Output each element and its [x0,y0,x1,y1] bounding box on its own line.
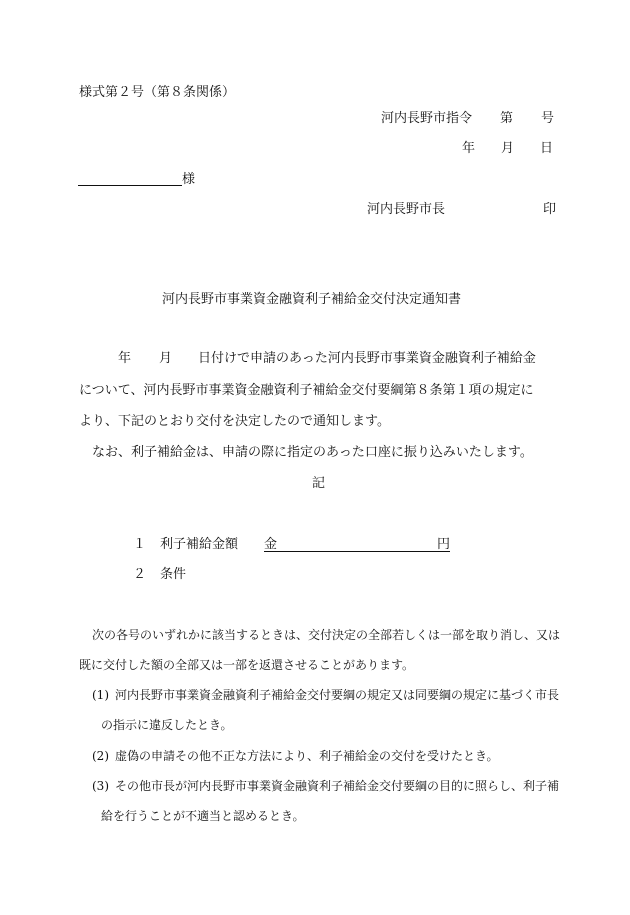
body-month: 月 [159,351,173,366]
body-line-1 [118,352,536,365]
conditions-intro-line-1: 次の各号のいずれかに該当するときは、交付決定の全部若しくは一部を取り消し、又は [92,628,561,642]
seal-mark: 印 [543,202,557,217]
body-line-2: について、河内長野市事業資金融資利子補給金交付要綱第８条第１項の規定に [79,383,534,398]
item-2-number: ２ [133,567,147,582]
condition-1-line-1: 河内長野市事業資金融資利子補給金交付要綱の規定又は同要綱の規定に基づく市長 [115,688,560,702]
conditions-intro-line-2: 既に交付した額の全部又は一部を返還させることがあります。 [79,658,415,672]
condition-3 [92,780,559,792]
item-2 [133,568,186,581]
number-go: 号 [541,111,555,126]
condition-3-line-2: 給を行うことが不適当と認めるとき。 [101,809,305,823]
body-line-4: なお、利子補給金は、申請の際に指定のあった口座に振り込みいたします。 [92,445,533,460]
form-number: 様式第２号（第８条関係） [79,85,236,100]
date-day: 日 [540,141,554,156]
condition-1-line-2: の指示に違反したとき。 [101,718,233,732]
condition-2-number: (2) [92,749,109,763]
directive-prefix: 河内長野市指令 [381,111,473,126]
condition-2 [92,750,499,762]
condition-2-line-1: 虚偽の申請その他不正な方法により、利子補給金の交付を受けたとき。 [115,749,499,763]
body-year: 年 [118,351,132,366]
item-1-label: 利子補給金額 [160,537,239,552]
condition-3-line-1: その他市長が河内長野市事業資金融資利子補給金交付要綱の目的に照らし、利子補 [115,779,560,793]
issuer-line [367,203,556,216]
issuer-name: 河内長野市長 [367,202,446,217]
amount-kin: 金 [264,537,278,552]
ki-heading: 記 [312,476,326,491]
body-line-1-rest: 日付けで申請のあった河内長野市事業資金融資利子補給金 [198,351,536,366]
item-2-label: 条件 [160,567,187,582]
condition-1-number: (1) [92,688,109,702]
date-year: 年 [462,141,476,156]
document-title: 河内長野市事業資金融資利子補給金交付決定通知書 [162,292,462,307]
amount-yen: 円 [437,537,451,552]
condition-1 [92,689,559,701]
date-line [462,142,553,155]
item-1 [133,538,450,552]
recipient-honorific: 様 [182,172,196,187]
item-1-number: １ [133,537,147,552]
recipient-line [78,172,195,186]
number-dai: 第 [500,111,514,126]
body-line-3: より、下記のとおり交付を決定したので通知します。 [79,414,390,429]
date-month: 月 [501,141,515,156]
directive-number-line [381,112,554,125]
recipient-underline [78,172,182,186]
condition-3-number: (3) [92,779,109,793]
amount-field [264,538,450,552]
